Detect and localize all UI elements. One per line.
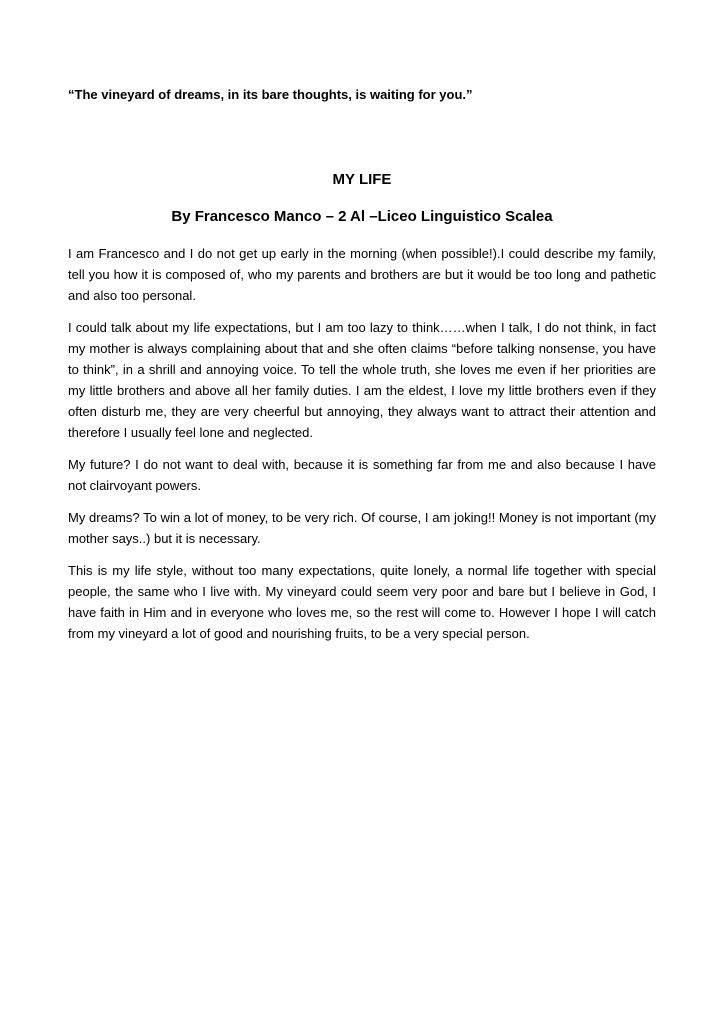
paragraph-5: This is my life style, without too many expectations, quite lonely, a normal life together with special people, the same who I live with. My vineyard could seem very poor and bare but I believe in God, I have faith in Him and in everyone who loves me, so the rest will come to. However I hope I will catch from my vineyard a lot of good and nourishing fruits, to be a very special person. (68, 563, 656, 641)
body-text (68, 243, 656, 644)
paragraph-3: My future? I do not want to deal with, because it is something far from me and also because I have not clairvoyant powers. (68, 457, 656, 493)
epigraph-quote: “The vineyard of dreams, in its bare thoughts, is waiting for you.” (68, 87, 473, 102)
paragraph-1: I am Francesco and I do not get up early in the morning (when possible!).I could describe my family, tell you how it is composed of, who my parents and brothers are but it would be too long and pathetic and also too personal. (68, 246, 656, 303)
paragraph-4: My dreams? To win a lot of money, to be very rich. Of course, I am joking!! Money is not important (my mother says..) but it is necessary. (68, 510, 656, 546)
author-byline: By Francesco Manco – 2 Al –Liceo Linguistico Scalea (171, 208, 553, 225)
document-title: MY LIFE (332, 171, 392, 188)
paragraph-2: I could talk about my life expectations, but I am too lazy to think……when I talk, I do not think, in fact my mother is always complaining about that and she often claims “before talking nonsense, you have to think”, in a shrill and annoying voice. To tell the whole truth, she loves me even if her priorities are my little brothers and above all her family duties. I am the eldest, I love my little brothers even if they often disturb me, they are very cheerful but annoying, they always want to attract their attention and therefore I usually feel lone and neglected. (68, 320, 656, 440)
